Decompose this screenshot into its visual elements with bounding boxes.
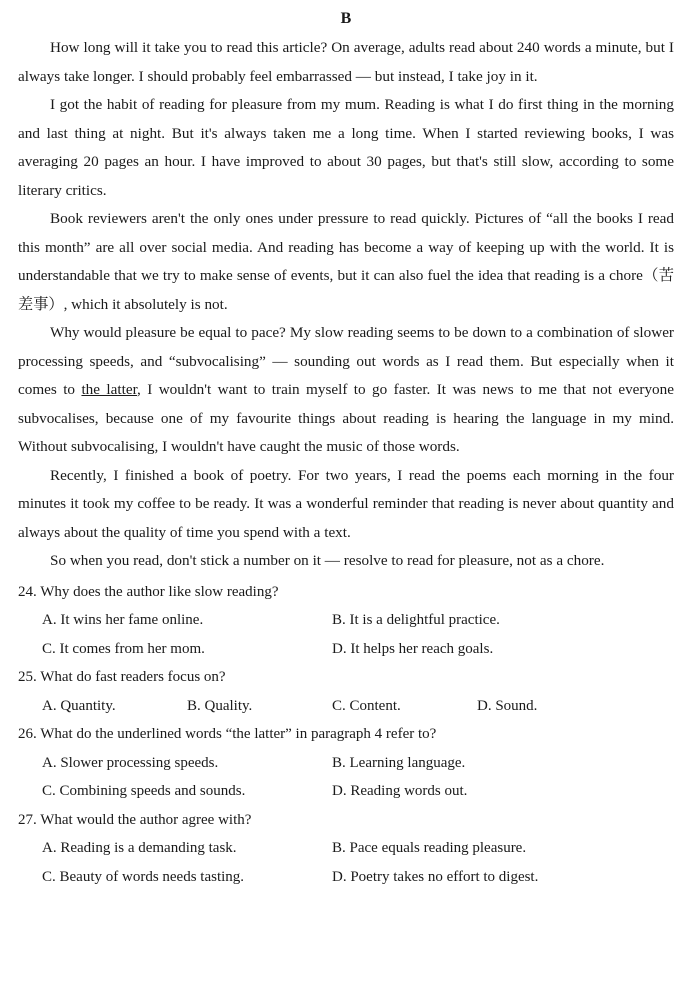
- question-list: [18, 578, 674, 892]
- option-grid: [18, 749, 674, 806]
- paragraph-4: [18, 319, 674, 462]
- question-stem: 25. What do fast readers focus on?: [18, 669, 226, 685]
- paragraph-5: Recently, I finished a book of poetry. For two years, I read the poems each morning in the four minutes it took my coffee to be ready. It was a wonderful reminder that reading is never about quantity and always about the quality of time you spend with a text.: [18, 466, 674, 541]
- option-c: C. Content.: [332, 697, 401, 714]
- question-24: [18, 578, 674, 664]
- option-d: D. Poetry takes no effort to digest.: [332, 868, 539, 885]
- question-27: [18, 806, 674, 892]
- paragraph-2: I got the habit of reading for pleasure from my mum. Reading is what I do first thing in the morning and last thing at night. But it's always taken me a long time. When I started reviewing books, I was averaging 20 pages an hour. I have improved to about 30 pages, but that's still slow, according to some literary critics.: [18, 96, 674, 199]
- option-d: D. Reading words out.: [332, 783, 468, 799]
- paragraph-4-after: , I wouldn't want to train myself to go faster. It was news to me that not everyone subvocalises, because one of my favourite things about reading is hearing the language in my mind. Without subvocalising, I wouldn't have caught the music of those words.: [18, 381, 674, 455]
- option-b: B. It is a delightful practice.: [332, 612, 500, 628]
- option-a: A. Slower processing speeds.: [42, 754, 219, 771]
- section-title: B: [340, 10, 352, 27]
- question-stem: 26. What do the underlined words “the latter” in paragraph 4 refer to?: [18, 726, 437, 742]
- option-b: B. Quality.: [187, 697, 253, 714]
- option-b: B. Pace equals reading pleasure.: [332, 840, 527, 856]
- option-a: A. It wins her fame online.: [42, 612, 204, 628]
- reading-passage: [18, 34, 674, 576]
- option-a: A. Reading is a demanding task.: [42, 840, 237, 856]
- paragraph-1: How long will it take you to read this article? On average, adults read about 240 words a minute, but I always take longer. I should probably feel embarrassed — but instead, I take joy in it.: [18, 39, 674, 85]
- question-stem: 24. Why does the author like slow reading?: [18, 583, 279, 600]
- option-a: A. Quantity.: [42, 697, 116, 714]
- option-c: C. Combining speeds and sounds.: [42, 783, 246, 799]
- paragraph-3: Book reviewers aren't the only ones under pressure to read quickly. Pictures of “all the books I read this month” are all over social media. And reading has become a way of keeping up with the world. It is understandable that we try to make sense of events, but it can also fuel the idea that reading is a chore（苦差事）, which it absolutely is not.: [18, 210, 674, 313]
- paragraph-4-before: Why would pleasure be equal to pace? My slow reading seems to be down to a combination of slower processing speeds, and “subvocalising” — sounding out words as I read them. But especially when it comes to: [18, 324, 674, 398]
- paragraph-6: So when you read, don't stick a number on it — resolve to read for pleasure, not as a chore.: [50, 552, 605, 569]
- underlined-phrase: the latter: [81, 381, 138, 398]
- question-25: [18, 663, 674, 720]
- option-c: C. It comes from her mom.: [42, 640, 205, 657]
- option-b: B. Learning language.: [332, 754, 466, 771]
- option-grid: [18, 606, 674, 663]
- option-row: [18, 692, 674, 721]
- question-26: [18, 720, 674, 806]
- option-d: D. Sound.: [477, 697, 538, 714]
- option-c: C. Beauty of words needs tasting.: [42, 868, 245, 885]
- question-stem: 27. What would the author agree with?: [18, 811, 252, 828]
- option-grid: [18, 834, 674, 891]
- option-d: D. It helps her reach goals.: [332, 640, 494, 657]
